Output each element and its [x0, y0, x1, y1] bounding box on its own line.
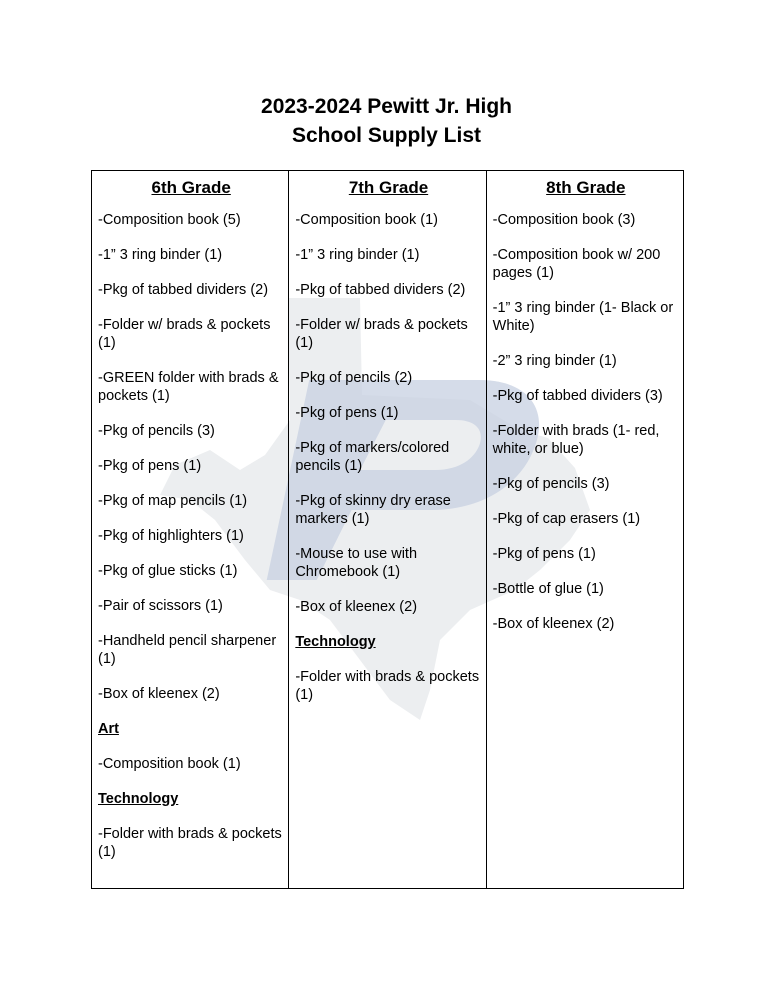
- list-item: -Handheld pencil sharpener (1): [98, 633, 277, 667]
- list-item: -Box of kleenex (2): [295, 599, 418, 615]
- list-item: -Pair of scissors (1): [98, 598, 223, 614]
- list-item: -Composition book (3): [492, 212, 636, 228]
- document-title: [0, 92, 773, 150]
- list-item: -Pkg of pens (1): [492, 546, 596, 562]
- list-item: -Folder w/ brads & pockets (1): [98, 317, 271, 351]
- list-item: -1” 3 ring binder (1- Black or White): [492, 300, 674, 334]
- list-item: -Pkg of pencils (3): [98, 423, 215, 439]
- section-heading-technology: Technology: [98, 791, 179, 807]
- list-item: -Pkg of cap erasers (1): [492, 511, 641, 527]
- list-item: -Folder with brads & pockets (1): [295, 669, 480, 703]
- list-item: -Mouse to use with Chromebook (1): [295, 546, 418, 580]
- list-item: -Composition book (5): [98, 212, 241, 228]
- grade-heading-7: 7th Grade: [348, 178, 429, 197]
- list-item: -Composition book (1): [295, 212, 438, 228]
- list-item: -Folder with brads (1- red, white, or blue): [492, 423, 660, 457]
- grade-column-6: [92, 171, 289, 889]
- title-line-2: School Supply List: [291, 124, 481, 147]
- list-item: -Pkg of pens (1): [98, 458, 202, 474]
- list-item: -Folder with brads & pockets (1): [98, 826, 282, 860]
- list-item: -Pkg of tabbed dividers (3): [492, 388, 663, 404]
- grade-heading-8: 8th Grade: [546, 178, 626, 197]
- section-heading-art: Art: [98, 721, 119, 737]
- list-item: -Pkg of glue sticks (1): [98, 563, 238, 579]
- title-line-1: 2023-2024 Pewitt Jr. High: [261, 95, 512, 118]
- list-item: -Box of kleenex (2): [492, 616, 615, 632]
- list-item: -2” 3 ring binder (1): [492, 353, 617, 369]
- list-item: -Pkg of pencils (3): [492, 476, 610, 492]
- list-item: -Pkg of tabbed dividers (2): [98, 282, 269, 298]
- list-item: -Pkg of tabbed dividers (2): [295, 282, 466, 298]
- list-item: -Pkg of pencils (2): [295, 370, 413, 386]
- section-heading-technology: Technology: [295, 634, 376, 650]
- list-item: -Composition book (1): [98, 756, 241, 772]
- list-item: -1” 3 ring binder (1): [295, 247, 420, 263]
- grade-column-7: [289, 171, 486, 889]
- list-item: -Box of kleenex (2): [98, 686, 220, 702]
- list-item: -Pkg of skinny dry erase markers (1): [295, 493, 451, 527]
- list-item: -Bottle of glue (1): [492, 581, 604, 597]
- supply-table: [91, 170, 684, 889]
- list-item: -Pkg of map pencils (1): [98, 493, 248, 509]
- list-item: -Composition book w/ 200 pages (1): [492, 247, 661, 281]
- grade-heading-6: 6th Grade: [151, 178, 231, 197]
- list-item: -1” 3 ring binder (1): [98, 247, 223, 263]
- list-item: -Pkg of markers/colored pencils (1): [295, 440, 450, 474]
- grade-column-8: [486, 171, 683, 889]
- list-item: -Pkg of highlighters (1): [98, 528, 244, 544]
- list-item: -Folder w/ brads & pockets (1): [295, 317, 468, 351]
- list-item: -GREEN folder with brads & pockets (1): [98, 370, 279, 404]
- list-item: -Pkg of pens (1): [295, 405, 399, 421]
